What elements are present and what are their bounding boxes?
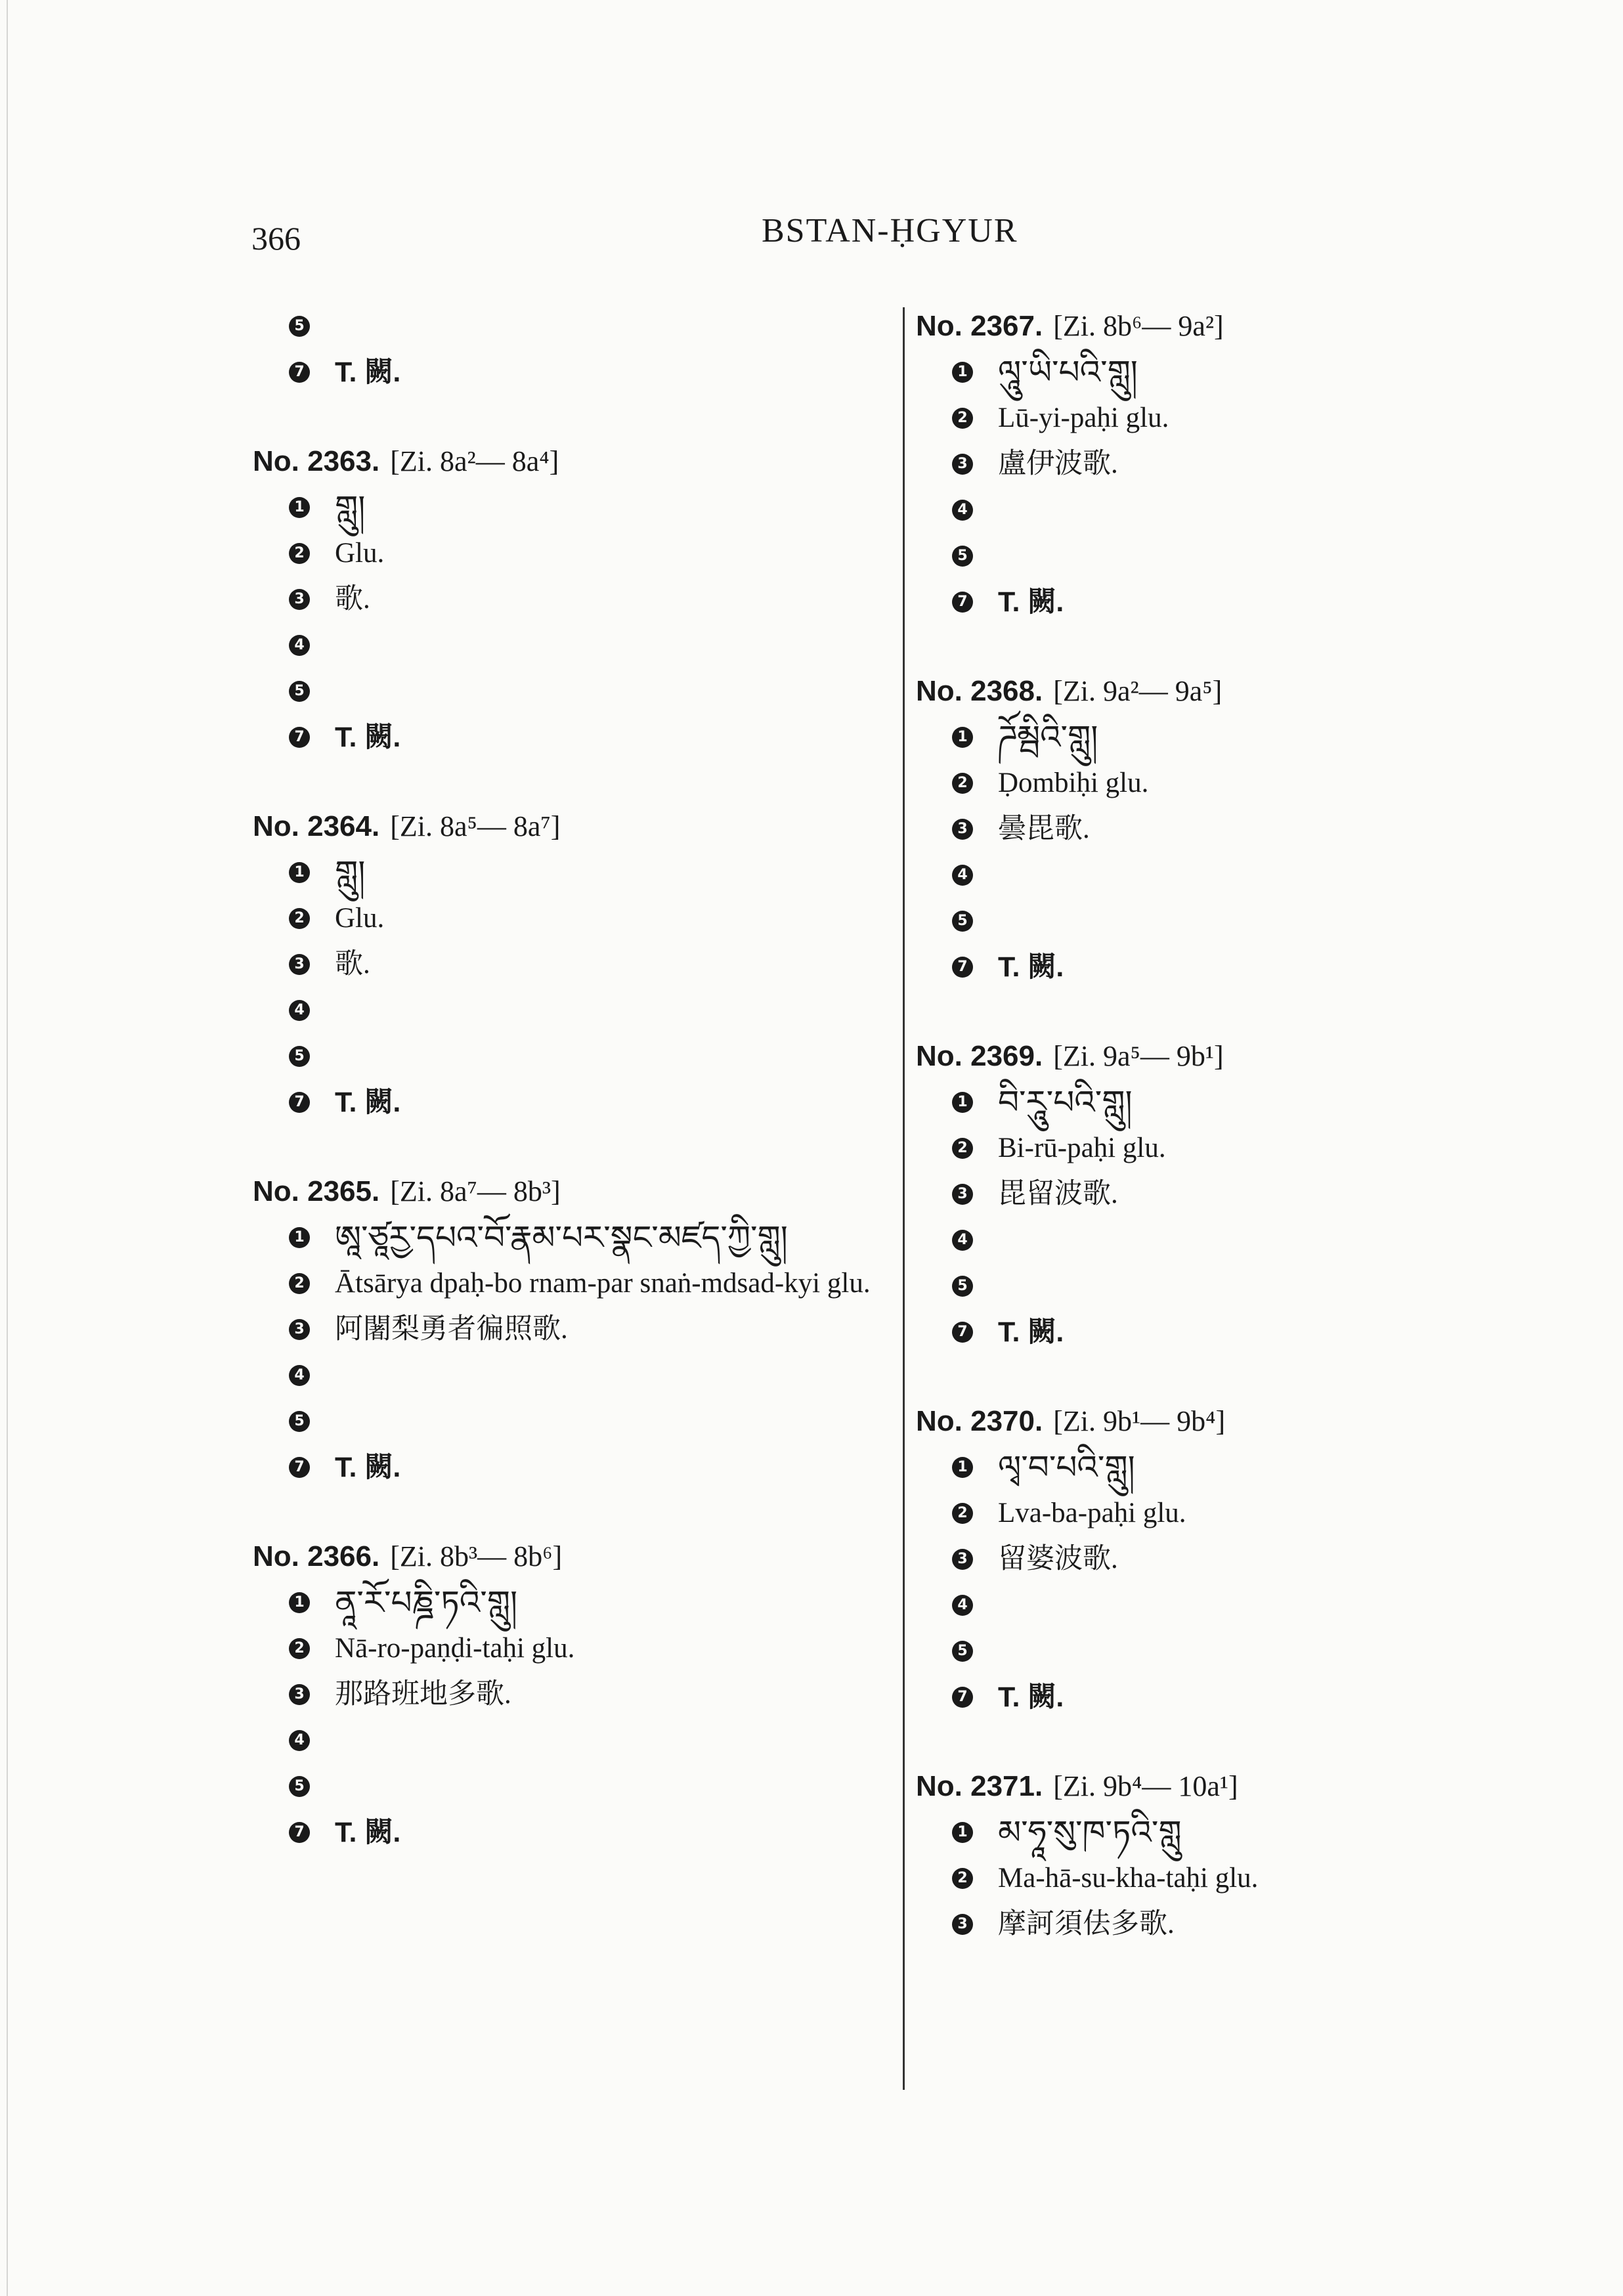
entry-heading <box>253 439 896 485</box>
folio-reference: [Zi. 8a⁷— 8b³] <box>390 1175 561 1207</box>
tibetan-title: ནཱ་རོ་པཎྜི་ཏའི་གླུ། <box>335 1584 518 1622</box>
field-number-badge: 1 <box>952 1822 973 1843</box>
field-number-badge: 3 <box>952 1549 973 1570</box>
field-number-badge: 2 <box>952 1868 973 1889</box>
entry-field <box>952 944 1415 990</box>
entry-heading <box>916 1033 1415 1079</box>
folio-reference: [Zi. 9a²— 9a⁵] <box>1053 675 1223 707</box>
field-number-badge: 2 <box>289 908 310 929</box>
field-number-badge: 3 <box>952 1914 973 1935</box>
field-number-badge: 4 <box>952 865 973 886</box>
field-number-badge: 3 <box>289 1319 310 1340</box>
entry-field <box>289 1307 896 1353</box>
folio-reference: [Zi. 8a⁵— 8a⁷] <box>390 810 561 842</box>
tibetan-title: ཌོམྦིའི་གླུ། <box>998 718 1098 756</box>
field-value: T. 闕. <box>998 586 1064 618</box>
entry-field <box>289 1444 896 1490</box>
catalog-entry <box>253 439 896 760</box>
catalog-entry <box>253 1534 896 1855</box>
field-number-badge: 4 <box>289 1730 310 1751</box>
entry-field <box>289 1398 896 1444</box>
catalog-entry <box>916 1033 1415 1355</box>
catalog-entry <box>253 1169 896 1490</box>
entry-field <box>289 485 896 531</box>
field-number-badge: 3 <box>952 454 973 475</box>
field-number-badge: 5 <box>289 681 310 702</box>
field-value: T. 闕. <box>998 1681 1064 1713</box>
entry-heading <box>916 668 1415 714</box>
entry-heading <box>916 303 1415 349</box>
entry-field <box>289 1626 896 1672</box>
right-column <box>916 303 1415 1991</box>
entry-field <box>952 579 1415 625</box>
field-number-badge: 5 <box>289 1046 310 1067</box>
catalog-entry <box>916 303 1415 625</box>
entry-number: No. 2367. <box>916 310 1043 342</box>
folio-reference: [Zi. 8b⁶— 9a²] <box>1053 310 1224 342</box>
chinese-title: 毘留波歌. <box>998 1179 1118 1209</box>
chinese-title: 那路班地多歌. <box>335 1679 511 1710</box>
entry-number: No. 2366. <box>253 1540 380 1572</box>
entry-field <box>952 1855 1415 1901</box>
field-number-badge: 7 <box>952 592 973 613</box>
entry-field <box>952 1674 1415 1720</box>
field-number-badge: 2 <box>289 1638 310 1659</box>
field-number-badge: 7 <box>289 1092 310 1113</box>
tibetan-title: མ་ཧཱ་སུ་ཁ་ཏའི་གླུ <box>998 1813 1182 1852</box>
entry-field <box>952 1490 1415 1536</box>
field-number-badge: 1 <box>952 1457 973 1478</box>
transliteration: Bi-rū-paḥi glu. <box>998 1133 1166 1163</box>
field-number-badge: 4 <box>952 500 973 521</box>
entry-field <box>289 1580 896 1626</box>
field-number-badge: 3 <box>289 954 310 975</box>
entry-field <box>952 806 1415 852</box>
tibetan-title: གླུ། <box>335 854 366 892</box>
chinese-title: 歌. <box>335 584 370 615</box>
field-number-badge: 3 <box>289 589 310 610</box>
entry-heading <box>253 804 896 850</box>
entry-field <box>952 1444 1415 1490</box>
entry-field <box>289 622 896 668</box>
chinese-title: 歌. <box>335 949 370 980</box>
entry-field <box>952 1171 1415 1217</box>
tibetan-title: བི་རཱུ་པའི་གླུ། <box>998 1083 1133 1121</box>
chinese-title: 摩訶須佉多歌. <box>998 1909 1175 1939</box>
field-number-badge: 1 <box>952 727 973 748</box>
chinese-title: 留婆波歌. <box>998 1544 1118 1574</box>
entry-field <box>289 303 896 349</box>
entry-field <box>952 760 1415 806</box>
entry-heading <box>916 1398 1415 1444</box>
field-number-badge: 7 <box>952 957 973 978</box>
entry-field <box>952 533 1415 579</box>
entry-field <box>289 1353 896 1398</box>
entry-field <box>952 714 1415 760</box>
field-number-badge: 5 <box>952 1276 973 1297</box>
field-value: T. 闕. <box>335 1087 401 1118</box>
entry-field <box>289 1809 896 1855</box>
entry-field <box>289 1764 896 1809</box>
field-number-badge: 4 <box>952 1230 973 1251</box>
left-column <box>253 303 896 1899</box>
entry-field <box>289 531 896 576</box>
entry-field <box>952 395 1415 441</box>
field-number-badge: 5 <box>289 316 310 337</box>
folio-reference: [Zi. 8a²— 8a⁴] <box>390 445 559 477</box>
entry-field <box>952 1309 1415 1355</box>
entry-field <box>289 1079 896 1125</box>
field-number-badge: 4 <box>289 1365 310 1386</box>
entry-number: No. 2370. <box>916 1405 1043 1437</box>
field-number-badge: 7 <box>289 1822 310 1843</box>
transliteration: Glu. <box>335 538 385 569</box>
field-number-badge: 1 <box>289 862 310 883</box>
entry-field <box>952 487 1415 533</box>
catalog-entry <box>253 303 896 395</box>
entry-field <box>952 1536 1415 1582</box>
field-number-badge: 1 <box>952 1092 973 1113</box>
field-number-badge: 7 <box>952 1687 973 1708</box>
field-number-badge: 3 <box>289 1684 310 1705</box>
field-value: T. 闕. <box>335 722 401 753</box>
entry-field <box>952 1901 1415 1947</box>
transliteration: Ātsārya dpaḥ-bo rnam-par snaṅ-mdsad-kyi glu. <box>335 1268 871 1299</box>
field-value: T. 闕. <box>335 1452 401 1483</box>
chinese-title: 阿闍梨勇者徧照歌. <box>335 1314 568 1345</box>
entry-field <box>289 850 896 896</box>
entry-number: No. 2363. <box>253 445 380 477</box>
catalog-entry <box>916 1398 1415 1720</box>
field-number-badge: 7 <box>289 1457 310 1478</box>
field-number-badge: 4 <box>289 1000 310 1021</box>
entry-field <box>952 1628 1415 1674</box>
entry-field <box>289 1215 896 1261</box>
entry-number: No. 2365. <box>253 1175 380 1207</box>
field-number-badge: 1 <box>289 1592 310 1613</box>
entry-field <box>289 1033 896 1079</box>
field-value: T. 闕. <box>335 1817 401 1848</box>
entry-field <box>952 852 1415 898</box>
field-number-badge: 7 <box>289 362 310 383</box>
field-number-badge: 1 <box>289 1227 310 1248</box>
field-number-badge: 3 <box>952 1184 973 1205</box>
folio-reference: [Zi. 9b¹— 9b⁴] <box>1053 1405 1226 1437</box>
entry-field <box>289 714 896 760</box>
entry-number: No. 2369. <box>916 1040 1043 1072</box>
field-number-badge: 2 <box>952 408 973 429</box>
field-number-badge: 2 <box>952 1503 973 1524</box>
page-margin-rule <box>7 0 8 2296</box>
catalog-entry <box>916 1764 1415 1947</box>
tibetan-title: ཨཱ་ཙཱརྱ་དཔའ་བོ་རྣམ་པར་སྣང་མཛད་ཀྱི་གླུ། <box>335 1219 788 1257</box>
entry-field <box>952 1217 1415 1263</box>
field-number-badge: 5 <box>289 1411 310 1432</box>
running-title: BSTAN-ḤGYUR <box>762 212 1018 249</box>
entry-field <box>952 1263 1415 1309</box>
chinese-title: 盧伊波歌. <box>998 448 1118 479</box>
field-number-badge: 4 <box>952 1595 973 1616</box>
column-divider <box>903 307 905 2090</box>
entry-field <box>289 1672 896 1718</box>
folio-reference: [Zi. 9b⁴— 10a¹] <box>1053 1770 1238 1802</box>
field-number-badge: 4 <box>289 635 310 656</box>
entry-field <box>289 987 896 1033</box>
entry-field <box>289 668 896 714</box>
entry-field <box>952 1125 1415 1171</box>
page-header <box>0 211 1623 264</box>
field-number-badge: 5 <box>952 911 973 932</box>
entry-field <box>952 1809 1415 1855</box>
entry-field <box>952 898 1415 944</box>
field-number-badge: 2 <box>952 773 973 794</box>
transliteration: Ma-hā-su-kha-taḥi glu. <box>998 1863 1259 1894</box>
field-number-badge: 5 <box>952 546 973 567</box>
field-number-badge: 2 <box>289 1273 310 1294</box>
entry-number: No. 2371. <box>916 1770 1043 1802</box>
entry-field <box>289 942 896 987</box>
field-number-badge: 2 <box>289 543 310 564</box>
entry-field <box>289 576 896 622</box>
entry-field <box>289 896 896 942</box>
tibetan-title: ལྭ་བ་པའི་གླུ། <box>998 1448 1135 1486</box>
tibetan-title: ལཱུ་ཡི་པའི་གླུ། <box>998 353 1138 391</box>
transliteration: Glu. <box>335 903 385 934</box>
entry-number: No. 2364. <box>253 810 380 842</box>
field-number-badge: 5 <box>289 1776 310 1797</box>
field-number-badge: 7 <box>289 727 310 748</box>
field-number-badge: 1 <box>289 497 310 518</box>
field-number-badge: 1 <box>952 362 973 383</box>
transliteration: Nā-ro-paṇḍi-taḥi glu. <box>335 1633 575 1664</box>
transliteration: Lū-yi-paḥi glu. <box>998 402 1169 433</box>
field-number-badge: 5 <box>952 1641 973 1662</box>
field-value: T. 闕. <box>998 1316 1064 1348</box>
field-number-badge: 2 <box>952 1138 973 1159</box>
folio-reference: [Zi. 9a⁵— 9b¹] <box>1053 1040 1224 1072</box>
field-number-badge: 7 <box>952 1322 973 1343</box>
entry-field <box>952 1582 1415 1628</box>
page-number: 366 <box>251 220 301 257</box>
entry-field <box>289 349 896 395</box>
catalog-entry <box>253 804 896 1125</box>
entry-number: No. 2368. <box>916 675 1043 707</box>
catalog-entry <box>916 668 1415 990</box>
entry-field <box>289 1261 896 1307</box>
entry-field <box>952 349 1415 395</box>
entry-field <box>289 1718 896 1764</box>
entry-heading <box>253 1534 896 1580</box>
transliteration: Lva-ba-paḥi glu. <box>998 1498 1186 1528</box>
field-value: T. 闕. <box>998 951 1064 983</box>
entry-heading <box>916 1764 1415 1809</box>
entry-field <box>952 441 1415 487</box>
entry-field <box>952 1079 1415 1125</box>
field-value: T. 闕. <box>335 357 401 388</box>
field-number-badge: 3 <box>952 819 973 840</box>
tibetan-title: གླུ། <box>335 488 366 527</box>
transliteration: Ḍombiḥi glu. <box>998 768 1149 798</box>
chinese-title: 曇毘歌. <box>998 813 1090 844</box>
entry-heading <box>253 1169 896 1215</box>
folio-reference: [Zi. 8b³— 8b⁶] <box>390 1540 563 1572</box>
